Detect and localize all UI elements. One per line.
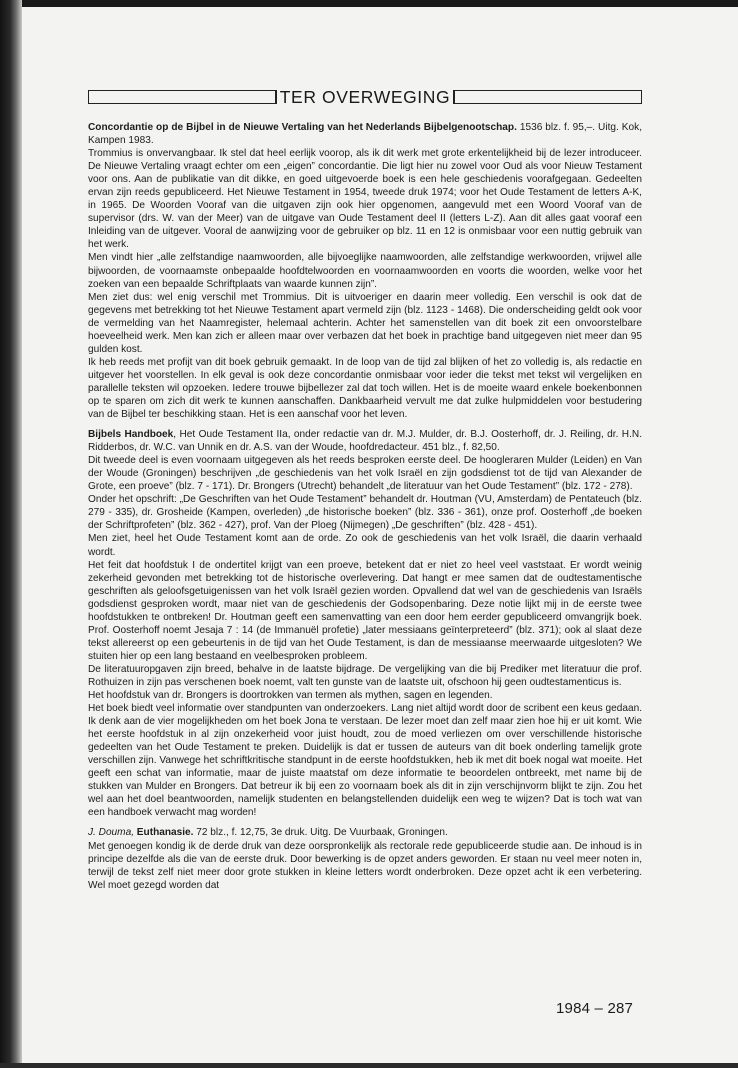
review-paragraph: Onder het opschrift: „De Geschriften van het Oude Testament” behandelt dr. Houtman (VU, Amsterdam) de Pentateuch (blz. 279 - 335), dr. Grosheide (Kampen, overleden) „de historische boeken” (blz. 336 - 361), onze prof. Oosterhoff „de boeken der Schriftprofeten” (blz. 362 - 427), prof. Van der Ploeg (Nijmegen) „De geschriften” (blz. 428 - 451).: [88, 494, 642, 532]
review-paragraph: Ik heb reeds met profijt van dit boek gebruik gemaakt. In de loop van de tijd zal blijken of het zo volledig is, als redactie en uitgever het voorstellen. In elk geval is ook deze concordantie onmisbaar voor ieder die tekst met tekst wil vergelijken en parallelle teksten wil opzoeken. Iedere trouwe bijbellezer zal dat toch willen. Het is de moeite waard enkele boekenbonnen op te sparen om zich dit werk te kunnen aanschaffen. Dankbaarheid vervult me dat zulke hulpmiddelen voor bestudering van de Bijbel ter beschikking staan. Het is een aanschaf voor het leven.: [88, 356, 642, 421]
review-author: J. Douma,: [88, 827, 134, 839]
review-paragraph: Het hoofdstuk van dr. Brongers is doortrokken van termen als mythen, sagen en legenden.: [88, 690, 493, 702]
review-paragraph: Men vindt hier „alle zelfstandige naamwoorden, alle bijvoeglijke naamwoorden, alle zelfstandige werkwoorden, vrijwel alle bijwoorden, de voornaamste onbepaalde hoofdtelwoorden en voornaamwoorden en voorts die woorden, welke voor het zoeken van een bepaalde Schriftplaats van waarde kunnen zijn”.: [88, 252, 642, 290]
page-folio: 1984 – 287: [556, 1000, 634, 1017]
review-title: Concordantie op de Bijbel in de Nieuwe Vertaling van het Nederlands Bijbelgenootschap.: [88, 122, 517, 133]
rubric-frame-left: [88, 90, 277, 104]
section-title: TER OVERWEGING: [279, 87, 451, 107]
scan-bottom-edge: [0, 1063, 738, 1068]
review-heading: [88, 121, 642, 147]
review-paragraph: De literatuuropgaven zijn breed, behalve in de laatste bijdrage. De vergelijking van die bij Prediker met literatuur die prof. Rothuizen in zijn pas verschenen boek noemt, valt ten gunste van de laatste uit, ofschoon hij geen oudtestamenticus is.: [88, 663, 642, 688]
review-paragraph: Men ziet, heel het Oude Testament komt aan de orde. Zo ook de geschiedenis van het volk Israël, die daarin verhaald wordt.: [88, 533, 642, 558]
section-rubric: [88, 86, 642, 108]
review-paragraph: Met genoegen kondig ik de derde druk van deze oorspronkelijk als rectorale rede gepubliceerde studie aan. De inhoud is in principe dezelfde als die van de eerste druk. Door bewerking is de opzet anders geworden. Er staan nu veel meer noten in, terwijl de tekst zelf niet meer door grote stukken in kleine letters wordt onderbroken. Deze opzet acht ik een verbetering. Wel moet gezegd worden dat: [88, 840, 642, 891]
scan-top-edge: [0, 0, 738, 7]
review-paragraph: Men ziet dus: wel enig verschil met Trommius. Dit is uitvoeriger en daarin meer volledig. Een verschil is ook dat de gegevens met betrekking tot het Nieuwe Testament apart vermeld zijn (blz. 1123 - 1468). Die onderscheiding geldt ook voor de vermelding van het Naamregister, helemaal achterin. Achter het samenstellen van dit boek zit een onvoorstelbare hoeveelheid werk. Men kan zich er alleen maar over verbazen dat het boek in prachtige band uitgegeven niet meer dan 95 gulden kost.: [88, 291, 642, 355]
review-publication-info: 1536 blz. f. 95,–. Uitg. Kok, Kampen 1983.: [88, 122, 642, 147]
review-title: Bijbels Handboek: [88, 429, 174, 441]
review-paragraph: Het boek biedt veel informatie over standpunten van onderzoekers. Lang niet altijd wordt door de scribent een keus gedaan. Ik denk aan de vier mogelijkheden om het boek Jona te verstaan. De lezer moet dan zelf maar zien hoe hij er uit komt. Wie het eerste hoofdstuk in al zijn onzekerheid voor juist houdt, zou de moed verliezen om over verschillende historische gedeelten van het Oude Testament te preken. Duidelijk is dat er tussen de auteurs van dit boek onderling tamelijk grote verschillen zijn. Vanwege het schriftkritische standpunt in de eerste hoofdstukken, heb ik met dit boek nogal wat moeite. Het geeft een schat van informatie, maar de juiste maatstaf om deze informatie te beoordelen ontbreekt, met name bij de stukken van Mulder en Brongers. Dat betreur ik bij een zo voornaam boek als dit in zijn verschijnvorm blijkt te zijn. Zou het wel aan het doel beantwoorden, namelijk studenten en belangstellenden duidelijk een weg te wijzen? Dat is toch wat van een handboek verwacht mag worden!: [88, 703, 642, 819]
rubric-frame-right: [453, 90, 642, 104]
review-publication-info: , Het Oude Testament IIa, onder redactie van dr. M.J. Mulder, dr. B.J. Oosterhoff, dr. J. Reiling, dr. H.N. Ridderbos, dr. W.C. van Unnik en dr. A.S. van der Woude, hoofdredacteur. 451 blz., f. 82,50.: [88, 429, 642, 454]
page-body: [88, 86, 642, 892]
review-heading: [88, 826, 642, 839]
review-title: Euthanasie.: [134, 827, 194, 839]
review-heading: [88, 428, 642, 454]
scan-binding-edge: [0, 0, 22, 1068]
review-paragraph: Trommius is onvervangbaar. Ik stel dat heel eerlijk voorop, als ik dit werk met grote erkentelijkheid bij de lezer introduceer. De Nieuwe Vertaling vraagt echter om een „eigen” concordantie. Die ligt hier nu zowel voor Oud als voor Nieuw Testament voor ons. Aan de publikatie van dit dikke, en goed uitgevoerde boek is een hele geschiedenis voorafgegaan. Gedeelten ervan zijn reeds gepubliceerd. Het Nieuwe Testament in 1954, tweede druk 1974; voor het Oude Testament de letters A-K, in 1965. De Woorden Vooraf van die uitgaven zijn ook hier opgenomen, aangevuld met een Woord Vooraf van de supervisor (drs. W. van der Meer) van de uitgave van Oude Testament deel II (letters L-Z). Aan dit alles gaat vooraf een Inleiding van de uitgever. Vooral de aanwijzing voor de gebruiker op blz. 11 en 12 is onmisbaar voor een nuttig gebruik van het werk.: [88, 148, 642, 251]
review-paragraph: Het feit dat hoofdstuk I de ondertitel krijgt van een proeve, betekent dat er niet zo heel veel vaststaat. Er wordt weinig zekerheid gevonden met betrekking tot de historische overlevering. Dat hangt er mee samen dat de oudtestamentische geschriften als geloofsgetuigenissen van het volk Israël gezien worden. Opvallend dat wel van de geschiedenis van Israëls godsdienst gesproken wordt, maar niet van de geschiedenis der Godsopenbaring. Deze notie lijkt mij in de eerste twee hoofdstukken te ontbreken! Dr. Houtman geeft een samenvatting van een door hem eerder gepubliceerd omvangrijk boek. Prof. Oosterhoff noemt Jesaja 7 : 14 (de Immanuël profetie) „later messiaans geïnterpreteerd” (blz. 371); ook al slaat deze tekst allereerst op een gebeurtenis in de tijd van het Oude Testament, is dan de messiaanse meerwaarde uitgesloten? We stuiten hier op een lang bestaand en veelbesproken probleem.: [88, 559, 642, 662]
review-publication-info: 72 blz., f. 12,75, 3e druk. Uitg. De Vuurbaak, Groningen.: [193, 827, 448, 839]
review-paragraph: Dit tweede deel is even voornaam uitgegeven als het reeds besproken eerste deel. De hoogleraren Mulder (Leiden) en Van der Woude (Groningen) beschrijven „de geschiedenis van het volk Israël en zijn godsdienst tot de tijd van Alexander de Grote, een proeve” (blz. 7 - 171). Dr. Brongers (Utrecht) behandelt „de literatuur van het Oude Testament” (blz. 172 - 278).: [88, 455, 642, 493]
